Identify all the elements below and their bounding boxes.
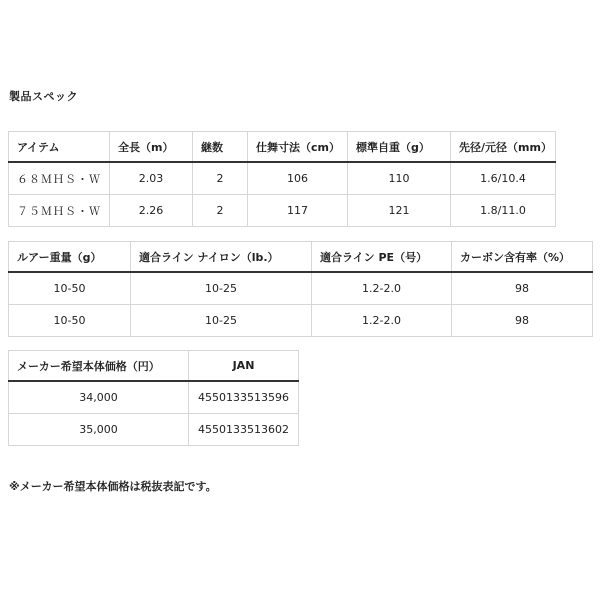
cell-item: ６８ＭＨＳ・Ｗ xyxy=(9,162,110,195)
cell-closed-length: 106 xyxy=(248,162,348,195)
spec-table-price xyxy=(8,350,299,446)
cell-nylon-line: 10-25 xyxy=(131,272,312,305)
header-pieces: 継数 xyxy=(193,132,248,163)
header-tip-butt-diameter: 先径/元径（mm） xyxy=(451,132,556,163)
header-carbon-content: カーボン含有率（%） xyxy=(452,242,593,273)
table-row xyxy=(9,414,299,446)
price-footnote: ※メーカー希望本体価格は税抜表記です。 xyxy=(9,480,217,493)
cell-price: 34,000 xyxy=(9,381,189,414)
header-nylon-line: 適合ライン ナイロン（lb.） xyxy=(131,242,312,273)
section-title: 製品スペック xyxy=(9,90,78,103)
cell-weight: 110 xyxy=(348,162,451,195)
cell-jan: 4550133513596 xyxy=(189,381,299,414)
table-row xyxy=(9,272,593,305)
cell-jan: 4550133513602 xyxy=(189,414,299,446)
cell-pieces: 2 xyxy=(193,195,248,227)
cell-length: 2.03 xyxy=(110,162,193,195)
header-weight: 標準自重（g） xyxy=(348,132,451,163)
cell-length: 2.26 xyxy=(110,195,193,227)
spec-table-line-lure xyxy=(8,241,593,337)
table-header-row xyxy=(9,132,556,163)
table-row xyxy=(9,195,556,227)
cell-carbon-content: 98 xyxy=(452,305,593,337)
cell-closed-length: 117 xyxy=(248,195,348,227)
cell-weight: 121 xyxy=(348,195,451,227)
header-item: アイテム xyxy=(9,132,110,163)
table-row xyxy=(9,305,593,337)
header-length: 全長（m） xyxy=(110,132,193,163)
table-header-row xyxy=(9,351,299,382)
cell-pe-line: 1.2-2.0 xyxy=(312,305,452,337)
cell-lure-weight: 10-50 xyxy=(9,305,131,337)
cell-item: ７５ＭＨＳ・Ｗ xyxy=(9,195,110,227)
cell-pe-line: 1.2-2.0 xyxy=(312,272,452,305)
cell-price: 35,000 xyxy=(9,414,189,446)
header-closed-length: 仕舞寸法（cm） xyxy=(248,132,348,163)
cell-nylon-line: 10-25 xyxy=(131,305,312,337)
header-pe-line: 適合ライン PE（号） xyxy=(312,242,452,273)
cell-tip-butt-diameter: 1.6/10.4 xyxy=(451,162,556,195)
header-price: メーカー希望本体価格（円） xyxy=(9,351,189,382)
cell-tip-butt-diameter: 1.8/11.0 xyxy=(451,195,556,227)
table-header-row xyxy=(9,242,593,273)
header-lure-weight: ルアー重量（g） xyxy=(9,242,131,273)
cell-lure-weight: 10-50 xyxy=(9,272,131,305)
header-jan: JAN xyxy=(189,351,299,382)
spec-table-dimensions xyxy=(8,131,556,227)
cell-pieces: 2 xyxy=(193,162,248,195)
cell-carbon-content: 98 xyxy=(452,272,593,305)
table-row xyxy=(9,381,299,414)
table-row xyxy=(9,162,556,195)
